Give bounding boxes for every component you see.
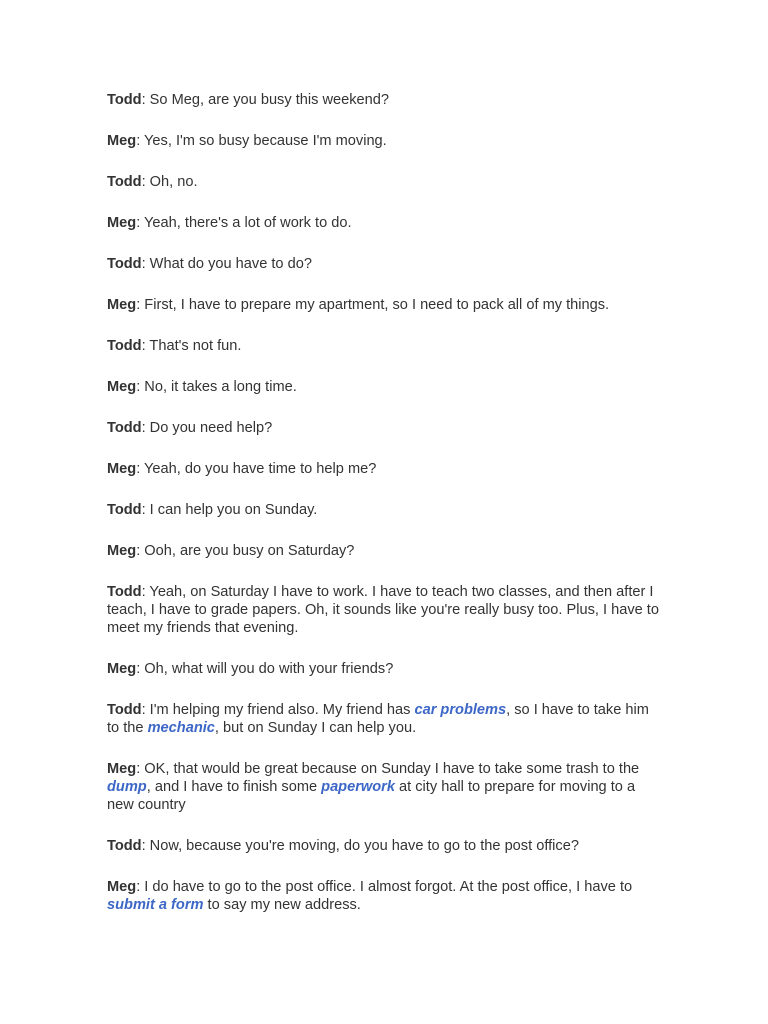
speaker-name: Todd	[107, 174, 142, 190]
speaker-name: Meg	[107, 543, 137, 559]
dialogue-text: : No, it takes a long time.	[136, 379, 297, 395]
dialogue-line-meg	[107, 378, 663, 396]
vocab-term: dump	[107, 779, 147, 795]
vocab-term: submit a form	[107, 897, 204, 913]
dialogue-text: : First, I have to prepare my apartment, so I need to pack all of my things.	[136, 297, 610, 313]
dialogue-text: : Ooh, are you busy on Saturday?	[136, 543, 355, 559]
dialogue-line-todd	[107, 255, 663, 273]
dialogue-line-meg	[107, 542, 663, 560]
speaker-name: Todd	[107, 502, 142, 518]
speaker-name: Meg	[107, 379, 137, 395]
dialogue-line-meg	[107, 878, 663, 914]
dialogue-text: : So Meg, are you busy this weekend?	[141, 92, 390, 108]
vocab-term: car problems	[414, 702, 507, 718]
dialogue-text: : What do you have to do?	[141, 256, 312, 272]
speaker-name: Meg	[107, 133, 137, 149]
dialogue-line-todd	[107, 337, 663, 355]
speaker-name: Todd	[107, 256, 142, 272]
speaker-name: Todd	[107, 92, 142, 108]
speaker-name: Meg	[107, 761, 137, 777]
dialogue-text: : Yes, I'm so busy because I'm moving.	[136, 133, 387, 149]
dialogue-text: : I do have to go to the post office. I almost forgot. At the post office, I have to	[136, 879, 633, 895]
dialogue-line-meg	[107, 132, 663, 150]
speaker-name: Todd	[107, 838, 142, 854]
dialogue-transcript	[107, 91, 663, 937]
dialogue-line-todd	[107, 91, 663, 109]
dialogue-text: : Oh, no.	[141, 174, 198, 190]
speaker-name: Todd	[107, 420, 142, 436]
dialogue-line-todd	[107, 419, 663, 437]
dialogue-text: : I'm helping my friend also. My friend has	[141, 702, 415, 718]
dialogue-text: to say my new address.	[203, 897, 361, 913]
dialogue-line-meg	[107, 214, 663, 232]
dialogue-line-meg	[107, 296, 663, 314]
dialogue-line-meg	[107, 760, 663, 814]
speaker-name: Todd	[107, 702, 142, 718]
speaker-name: Meg	[107, 297, 137, 313]
dialogue-line-meg	[107, 460, 663, 478]
dialogue-text: , and I have to finish some	[146, 779, 322, 795]
dialogue-text: , but on Sunday I can help you.	[214, 720, 417, 736]
speaker-name: Meg	[107, 461, 137, 477]
dialogue-line-todd	[107, 173, 663, 191]
dialogue-line-todd	[107, 837, 663, 855]
speaker-name: Todd	[107, 584, 142, 600]
dialogue-text: : Yeah, on Saturday I have to work. I have to teach two classes, and then after I teach, I have to grade papers. Oh, it sounds like you're really busy too. Plus, I have to meet my friends that evening.	[107, 584, 659, 636]
dialogue-line-todd	[107, 583, 663, 637]
vocab-term: mechanic	[147, 720, 215, 736]
dialogue-text: at city hall to prepare for moving to a new country	[107, 779, 636, 813]
dialogue-text: : OK, that would be great because on Sunday I have to take some trash to the	[136, 761, 640, 777]
speaker-name: Todd	[107, 338, 142, 354]
dialogue-text: : Yeah, do you have time to help me?	[136, 461, 377, 477]
dialogue-line-todd	[107, 501, 663, 519]
dialogue-text: : Now, because you're moving, do you have to go to the post office?	[141, 838, 579, 854]
dialogue-line-todd	[107, 701, 663, 737]
speaker-name: Meg	[107, 215, 137, 231]
dialogue-text: : I can help you on Sunday.	[141, 502, 318, 518]
speaker-name: Meg	[107, 879, 137, 895]
vocab-term: paperwork	[321, 779, 395, 795]
dialogue-text: , so I have to take him to the	[107, 702, 649, 736]
dialogue-text: : Oh, what will you do with your friends?	[136, 661, 394, 677]
dialogue-text: : That's not fun.	[141, 338, 242, 354]
speaker-name: Meg	[107, 661, 137, 677]
dialogue-text: : Yeah, there's a lot of work to do.	[136, 215, 352, 231]
dialogue-text: : Do you need help?	[141, 420, 273, 436]
dialogue-line-meg	[107, 660, 663, 678]
